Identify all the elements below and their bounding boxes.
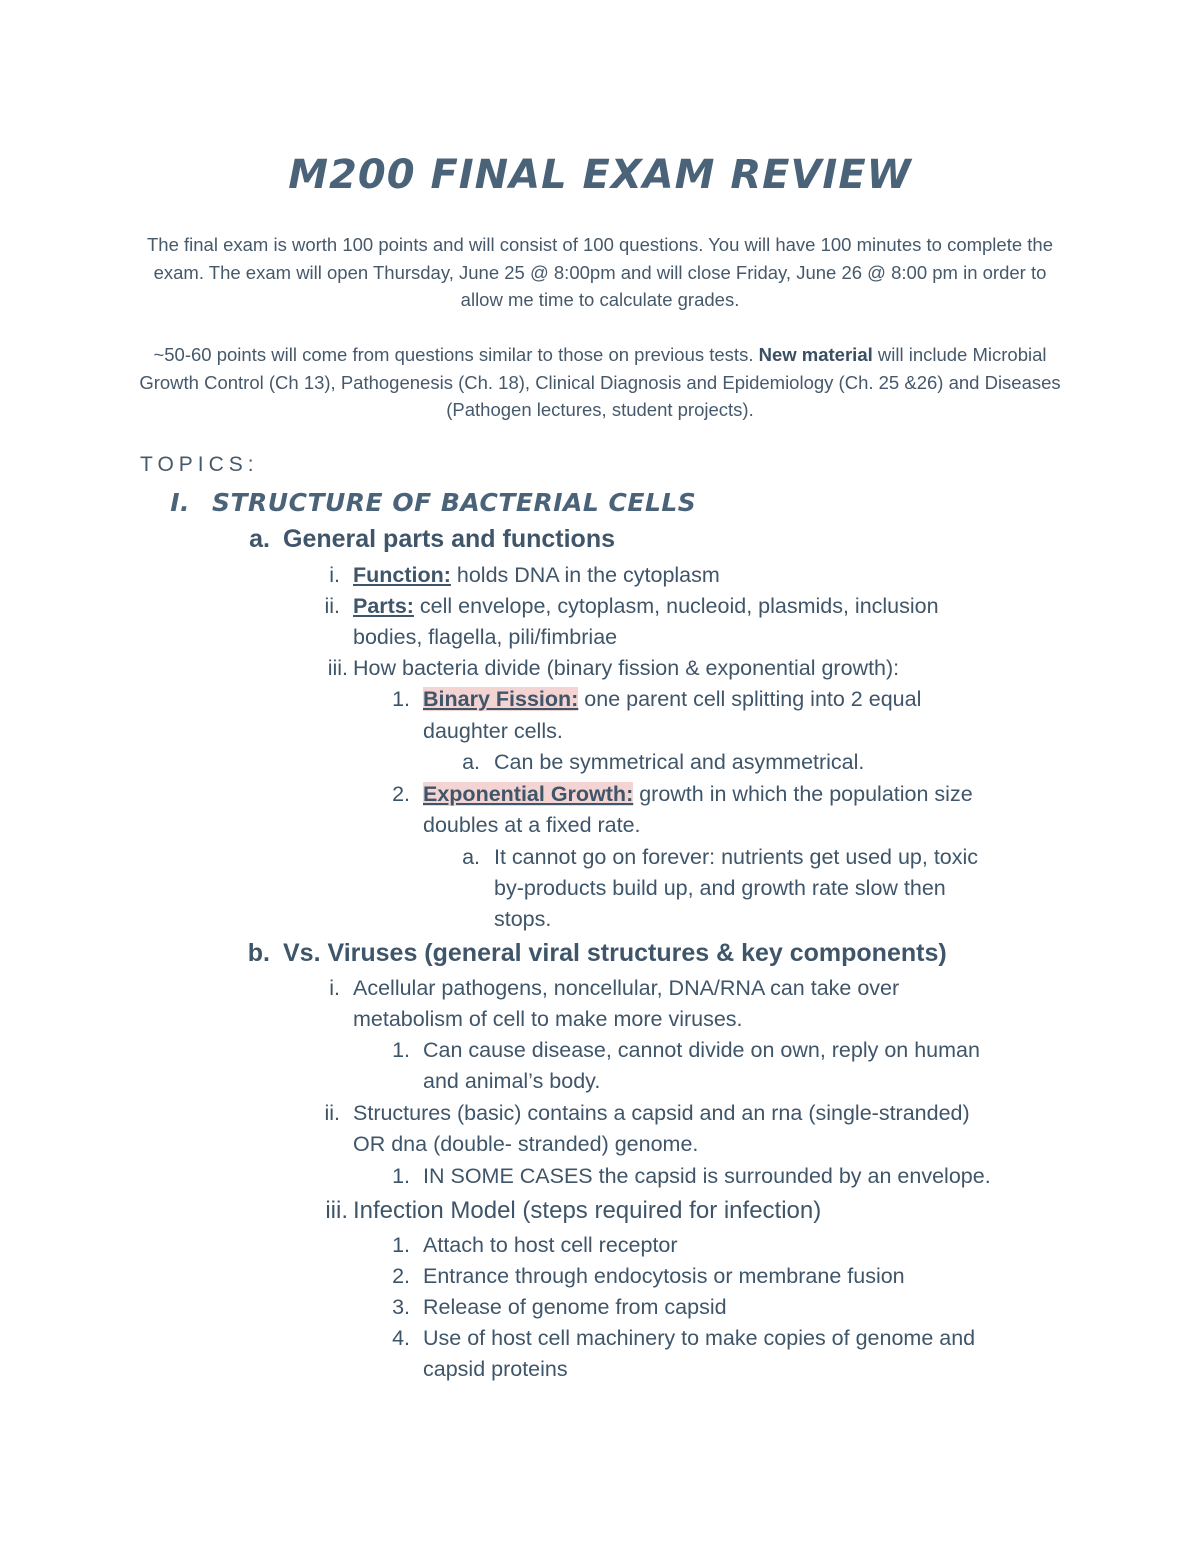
outline-item: Can be symmetrical and asymmetrical. [494,750,865,774]
outline-item-continuation: stops. [494,907,552,931]
outline-item-continuation: metabolism of cell to make more viruses. [353,1007,743,1031]
outline-item [353,563,720,588]
outline-marker: 3. [392,1295,410,1319]
term-label: Parts: [353,594,414,618]
outline-marker: 1. [392,687,410,711]
outline-marker: 1. [392,1038,410,1062]
outline-item-continuation: doubles at a fixed rate. [423,813,641,837]
outline-item [353,594,939,619]
subsection-heading: General parts and functions [283,525,616,553]
outline-item-continuation: capsid proteins [423,1357,568,1381]
outline-item: How bacteria divide (binary fission & exponential growth): [353,656,900,680]
outline-marker: iii. [325,1197,348,1224]
outline-marker: a. [462,845,480,869]
section-heading: STRUCTURE OF BACTERIAL CELLS [212,488,697,517]
outline-item: Use of host cell machinery to make copies of genome and [423,1326,976,1350]
intro-bold-text: New material [758,344,873,365]
highlighted-term: Binary Fission: [423,687,579,711]
intro-paragraph-1: The final exam is worth 100 points and will consist of 100 questions. You will have 100 minutes to complete the exam. The exam will open Thursday, June 25 @ 8:00pm and will close Friday, June 26 @ 8:00 pm in order to allow me time to calculate grades. [147,234,1053,310]
item-text: cell envelope, cytoplasm, nucleoid, plasmids, inclusion [413,594,939,618]
intro-text: will include Microbial Growth Control (Ch 13), Pathogenesis (Ch. 18), Clinical Diagnosis and Epidemiology (Ch. 25 &26) and Diseases (Pathogen lectures, student projects). [139,344,1061,420]
outline-marker: ii. [324,594,340,618]
subsection-heading: Vs. Viruses (general viral structures & key components) [283,939,947,967]
outline-marker: i. [329,976,340,1000]
item-text: holds DNA in the cytoplasm [450,563,720,587]
intro-text: ~50-60 points will come from questions similar to those on previous tests. [153,344,759,365]
item-text: one parent cell splitting into 2 equal [578,687,922,711]
topics-heading: TOPICS: [140,453,259,476]
outline-item-continuation: OR dna (double- stranded) genome. [353,1132,699,1156]
outline-item: It cannot go on forever: nutrients get used up, toxic [494,845,979,869]
outline-marker: 2. [392,1264,410,1288]
highlighted-term: Exponential Growth: [423,782,634,806]
outline-marker: 1. [392,1233,410,1257]
outline-marker: 1. [392,1164,410,1188]
outline-marker: 2. [392,782,410,806]
outline-item: Acellular pathogens, noncellular, DNA/RNA can take over [353,976,900,1000]
outline-item-continuation: bodies, flagella, pili/fimbriae [353,625,618,649]
item-text: growth in which the population size [633,782,973,806]
outline-item [423,687,921,712]
outline-item-continuation: daughter cells. [423,719,563,743]
outline-item: Release of genome from capsid [423,1295,727,1319]
outline-item: IN SOME CASES the capsid is surrounded by an envelope. [423,1164,991,1188]
outline-marker: 4. [392,1326,410,1350]
outline-item [423,782,973,807]
page-title: M200 FINAL EXAM REVIEW [288,152,912,198]
outline-item: Can cause disease, cannot divide on own, reply on human [423,1038,980,1062]
outline-item: Infection Model (steps required for infection) [353,1197,822,1224]
outline-marker: b. [247,939,270,967]
outline-marker: ii. [324,1101,340,1125]
outline-item: Structures (basic) contains a capsid and an rna (single-stranded) [353,1101,970,1125]
outline-marker: i. [329,563,340,587]
outline-item: Entrance through endocytosis or membrane fusion [423,1264,905,1288]
outline-marker: I. [170,488,190,517]
outline-marker: iii. [327,656,348,680]
outline-item: Attach to host cell receptor [423,1233,678,1257]
outline-marker: a. [462,750,480,774]
intro-paragraph-2 [130,341,1070,424]
term-label: Function: [353,563,451,587]
outline-item-continuation: and animal’s body. [423,1069,601,1093]
outline-marker: a. [249,525,270,553]
outline-item-continuation: by-products build up, and growth rate slow then [494,876,946,900]
